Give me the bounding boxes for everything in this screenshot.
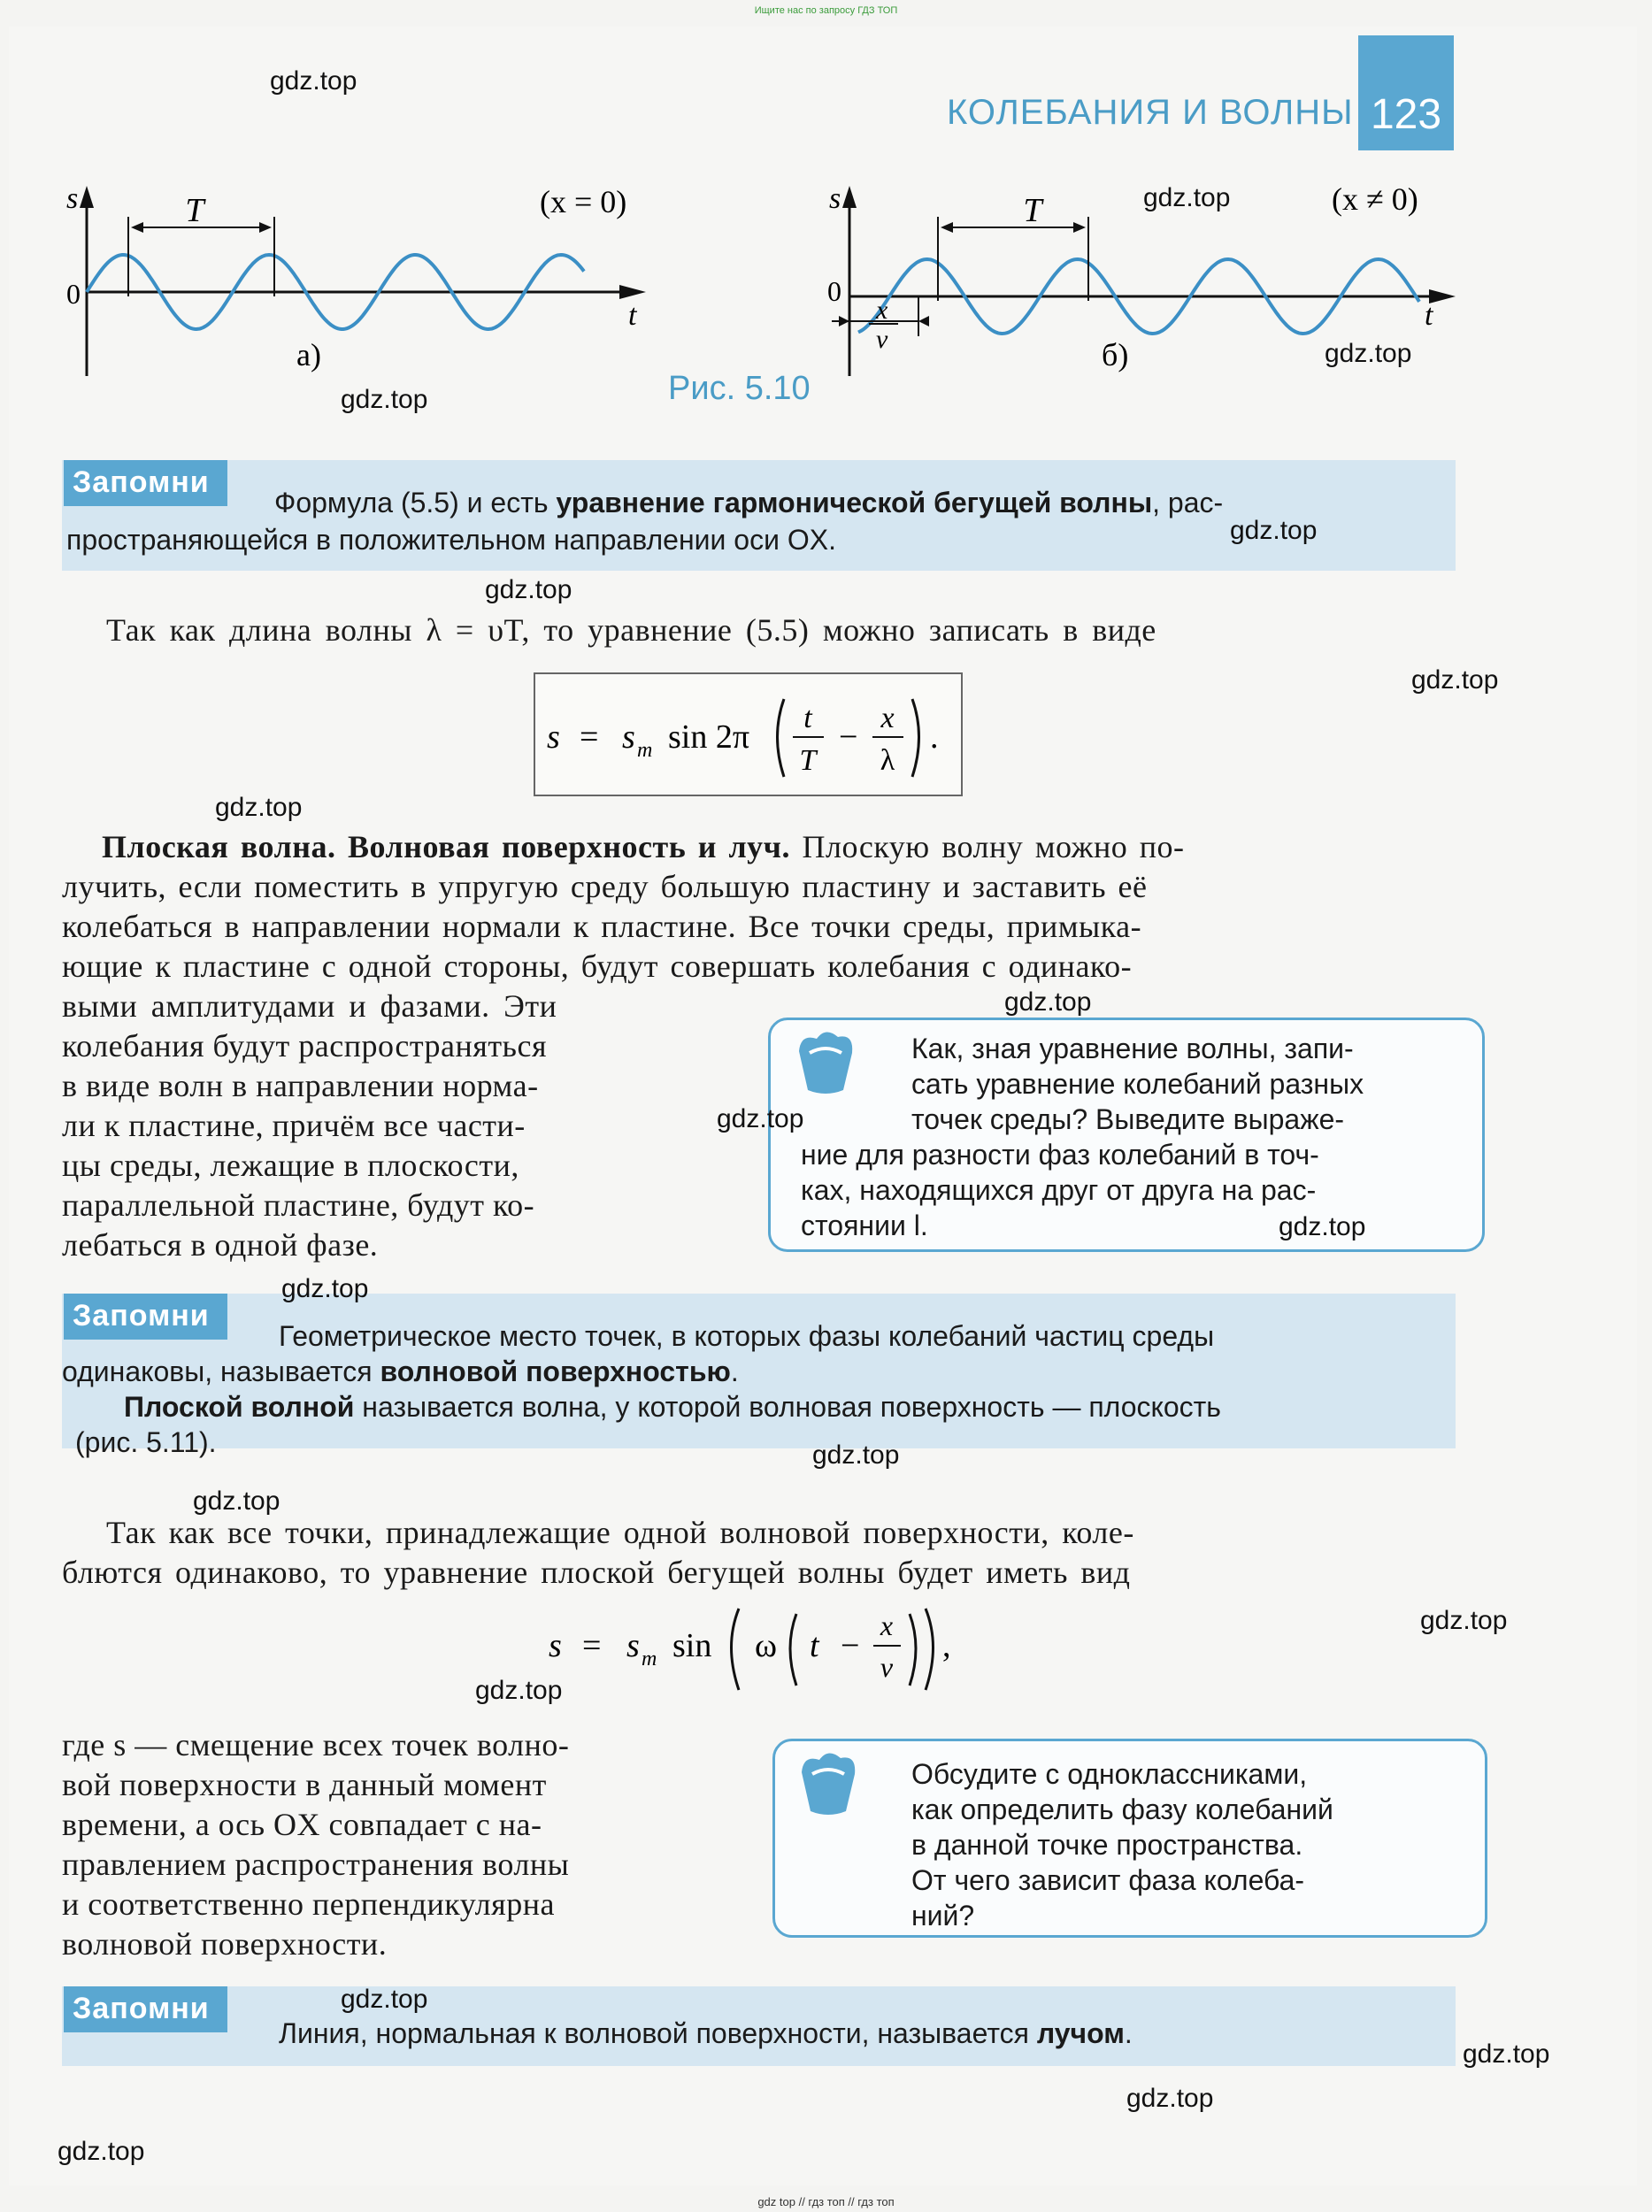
plane-wave-col-5: цы среды, лежащие в плоскости,: [62, 1148, 519, 1183]
where-line5: и соответственно перпендикулярна: [62, 1886, 555, 1922]
graph-a-x-label: t: [628, 299, 637, 332]
graph-a-y-arrow: [80, 186, 94, 208]
f1-amp: s: [622, 718, 635, 756]
watermark-19: gdz.top: [1126, 2084, 1214, 2113]
watermark-20: gdz.top: [58, 2137, 145, 2166]
question-2-line5: ний?: [911, 1900, 975, 1932]
watermark-2: gdz.top: [1143, 183, 1231, 212]
f2-outer-paren-left: [732, 1609, 740, 1690]
wavelength-paragraph: Так как длина волны λ = υT, то уравнение (5.5) можно записать в виде: [106, 612, 1156, 648]
graph-a-period-label: T: [185, 192, 204, 229]
watermark-4: gdz.top: [341, 385, 428, 414]
graph-b-period-label: T: [1023, 192, 1042, 229]
where-line1: где s — смещение всех точек волно-: [62, 1727, 570, 1763]
where-line3: времени, а ось OX совпадает с на-: [62, 1807, 542, 1842]
watermark-16: gdz.top: [475, 1676, 563, 1705]
question-1-line2: сать уравнение колебаний разных: [911, 1068, 1364, 1100]
f1-T: T: [799, 744, 817, 777]
plane-eq-line1: Так как все точки, принадлежащие одной волновой поверхности, коле-: [106, 1515, 1134, 1550]
graph-a-label: а): [296, 337, 321, 373]
f1-lambda: λ: [880, 744, 895, 777]
remember-2-line3: [124, 1389, 1460, 1425]
remember-1-post: , рас-: [1152, 487, 1224, 518]
formula-2: [540, 1601, 964, 1699]
f1-eq: =: [580, 718, 599, 756]
remember-3-text: [279, 2016, 1447, 2052]
watermark-12: gdz.top: [281, 1274, 369, 1303]
graph-a-y-label: s: [66, 182, 79, 215]
f1-paren-left: [778, 699, 785, 777]
remember-1-bold: уравнение гармонической бегущей волны: [556, 487, 1153, 518]
top-note: Ищите нас по запросу ГДЗ ТОП: [754, 5, 898, 16]
watermark-14: gdz.top: [193, 1486, 280, 1516]
graph-a: [66, 182, 646, 376]
question-icon-2: [795, 1747, 861, 1818]
f1-minus: −: [839, 718, 858, 756]
f2-inner-paren-right: [910, 1614, 916, 1686]
f1-end: .: [930, 718, 939, 756]
watermark-6: gdz.top: [485, 575, 572, 604]
f1-amp-sub: m: [637, 739, 653, 762]
question-2-line4: От чего зависит фаза колеба-: [911, 1864, 1305, 1896]
f2-minus: −: [841, 1627, 860, 1664]
f2-end: ,: [942, 1627, 951, 1664]
plane-wave-line4: ющие к пластине с одной стороны, будут совершать колебания с одинако-: [62, 949, 1133, 984]
f2-eq: =: [582, 1627, 602, 1664]
watermark-5: gdz.top: [1230, 516, 1318, 545]
question-1-line6: стоянии l.: [801, 1210, 928, 1241]
graph-b-x-arrow: [1429, 289, 1456, 303]
remember-3-post: .: [1124, 2017, 1133, 2049]
plane-wave-line1: [102, 827, 1460, 867]
f1-paren-right: [912, 699, 919, 777]
watermark-9: gdz.top: [1004, 987, 1092, 1017]
plane-wave-col-3: в виде волн в направлении норма-: [62, 1068, 539, 1103]
graph-b-offset-arrow-r: [918, 316, 929, 326]
plane-wave-line1-rest: Плоскую волну можно по-: [789, 829, 1185, 864]
f1-x: x: [880, 702, 895, 734]
plane-wave-col-2: колебания будут распространяться: [62, 1028, 548, 1064]
graph-a-condition: (x = 0): [540, 184, 627, 219]
f2-inner-paren-left: [790, 1614, 796, 1686]
plane-wave-line3: колебаться в направлении нормали к пластине. Все точки среды, примыка-: [62, 909, 1142, 944]
f2-x: x: [880, 1609, 894, 1641]
f2-outer-paren-right: [926, 1609, 934, 1690]
plane-wave-line2: лучить, если поместить в упругую среду большую пластину и заставить её: [62, 869, 1148, 904]
f2-lhs: s: [549, 1627, 562, 1664]
graph-b-x-label: t: [1425, 299, 1433, 332]
graph-b-condition: (x ≠ 0): [1332, 181, 1418, 217]
plane-wave-col-4: ли к пластине, причём все части-: [62, 1108, 526, 1143]
plane-wave-heading: Плоская волна. Волновая поверхность и луч.: [102, 829, 790, 864]
question-2-line3: в данной точке пространства.: [911, 1829, 1303, 1861]
remember-2-line1: Геометрическое место точек, в которых фазы колебаний частиц среды: [279, 1320, 1215, 1352]
question-1-line3: точек среды? Выведите выраже-: [911, 1103, 1345, 1135]
page-number: 123: [1358, 35, 1454, 150]
f2-amp: s: [626, 1627, 640, 1664]
plane-wave-col-7: лебаться в одной фазе.: [62, 1227, 379, 1263]
question-2-line2: как определить фазу колебаний: [911, 1793, 1333, 1825]
graph-b-y-label: s: [829, 182, 841, 215]
graph-a-period-arrow-r: [259, 222, 272, 233]
remember-2-line2: [62, 1354, 1451, 1390]
graph-a-origin: 0: [66, 278, 81, 310]
figure-caption: Рис. 5.10: [668, 370, 811, 407]
remember-2-line2-bold: волновой поверхностью: [380, 1356, 731, 1387]
remember-3-pre: Линия, нормальная к волновой поверхности, называется: [279, 2017, 1037, 2049]
graph-b-offset-num: x: [876, 296, 888, 325]
remember-2-line2-pre: одинаковы, называется: [62, 1356, 380, 1387]
remember-3-bold: лучом: [1036, 2017, 1125, 2049]
question-icon-2-cup: [802, 1753, 855, 1815]
watermark-1: gdz.top: [270, 66, 357, 96]
where-line2: вой поверхности в данный момент: [62, 1767, 547, 1802]
remember-tag-1: Запомни: [64, 460, 227, 506]
f1-func: sin 2π: [668, 718, 750, 756]
graph-b-offset-den: v: [876, 325, 888, 354]
graph-b-label: б): [1102, 337, 1129, 373]
question-2-line1: Обсудите с одноклассниками,: [911, 1758, 1308, 1790]
plane-wave-col-1: выми амплитудами и фазами. Эти: [62, 988, 557, 1024]
remember-2-line2-post: .: [730, 1356, 739, 1387]
f1-t: t: [803, 702, 812, 734]
remember-text-1-line2: пространяющейся в положительном направлении оси OX.: [66, 524, 836, 556]
remember-2-line4: (рис. 5.11).: [75, 1426, 217, 1458]
plane-eq-line2: блются одинаково, то уравнение плоской бегущей волны будет иметь вид: [62, 1555, 1131, 1590]
watermark-11: gdz.top: [1279, 1212, 1366, 1241]
watermark-3: gdz.top: [1325, 339, 1412, 368]
remember-tag-2: Запомни: [64, 1294, 227, 1340]
graph-b-period-arrow-r: [1073, 222, 1086, 233]
watermark-15: gdz.top: [1420, 1606, 1508, 1635]
f2-amp-sub: m: [642, 1647, 657, 1671]
chapter-title: КОЛЕБАНИЯ И ВОЛНЫ: [947, 93, 1354, 132]
where-line4: правлением распространения волны: [62, 1847, 570, 1882]
graph-a-period-arrow-l: [131, 222, 143, 233]
remember-2-line3-post: называется волна, у которой волновая поверхность — плоскость: [354, 1391, 1221, 1423]
graph-b-offset-arrow-l: [839, 316, 849, 326]
f1-lhs: s: [547, 718, 560, 756]
graph-b-y-arrow: [842, 186, 857, 208]
graph-b-period-arrow-l: [941, 222, 953, 233]
f2-func: sin: [672, 1627, 712, 1664]
question-1-line1: Как, зная уравнение волны, запи-: [911, 1033, 1354, 1064]
where-line6: волновой поверхности.: [62, 1926, 388, 1962]
watermark-10: gdz.top: [717, 1104, 804, 1133]
f2-omega: ω: [755, 1627, 778, 1664]
watermark-13: gdz.top: [812, 1440, 900, 1470]
remember-tag-3: Запомни: [64, 1986, 227, 2032]
f2-t: t: [810, 1627, 819, 1664]
watermark-7: gdz.top: [1411, 665, 1499, 695]
watermark-8: gdz.top: [215, 793, 303, 822]
question-icon-1: [792, 1026, 858, 1097]
question-1-line4: ние для разности фаз колебаний в точ-: [801, 1139, 1319, 1171]
graph-b-origin: 0: [827, 275, 841, 307]
plane-wave-col-6: параллельной пластине, будут ко-: [62, 1187, 535, 1223]
watermark-17: gdz.top: [341, 1985, 428, 2014]
watermark-18: gdz.top: [1463, 2039, 1550, 2069]
question-1-line5: ках, находящихся друг от друга на рас-: [801, 1174, 1317, 1206]
question-icon-1-cup: [799, 1032, 852, 1094]
remember-1-pre: Формула (5.5) и есть: [274, 487, 557, 518]
graph-a-x-arrow: [619, 285, 646, 299]
formula-1: [534, 672, 963, 796]
remember-2-line3-bold: Плоской волной: [124, 1391, 355, 1423]
bottom-note: gdz top // гдз топ // гдз топ: [757, 2195, 895, 2208]
f2-v: v: [880, 1651, 894, 1683]
